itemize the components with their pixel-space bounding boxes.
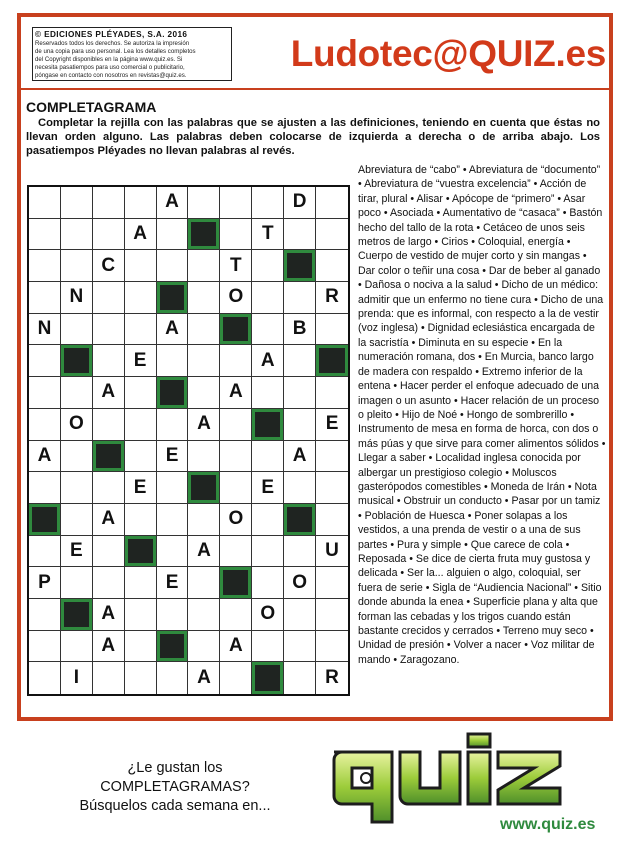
grid-cell-letter[interactable]: I (61, 662, 93, 694)
grid-cell-letter[interactable]: E (125, 472, 157, 504)
grid-cell-empty[interactable] (252, 631, 284, 663)
grid-cell-letter[interactable]: E (252, 472, 284, 504)
grid-cell-empty[interactable] (284, 536, 316, 568)
black-cell-fill (96, 444, 121, 469)
logo-letter-q (334, 752, 392, 822)
grid-cell-letter[interactable]: A (93, 504, 125, 536)
grid-cell-empty[interactable] (316, 599, 348, 631)
grid-cell-empty[interactable] (157, 536, 189, 568)
grid-cell-empty[interactable] (252, 504, 284, 536)
footer-line: Búsquelos cada semana en... (79, 798, 271, 814)
grid-cell-empty[interactable] (188, 314, 220, 346)
grid-cell-empty[interactable] (316, 250, 348, 282)
grid-cell-empty[interactable] (188, 250, 220, 282)
copyright-box (32, 27, 232, 81)
grid-cell-letter[interactable]: O (61, 409, 93, 441)
grid-cell-empty[interactable] (157, 662, 189, 694)
black-cell-fill (287, 507, 312, 532)
grid-cell-empty[interactable] (316, 504, 348, 536)
grid-cell-empty[interactable] (284, 377, 316, 409)
grid-cell-empty[interactable] (125, 441, 157, 473)
grid-cell-empty[interactable] (316, 219, 348, 251)
grid-cell-empty[interactable] (125, 599, 157, 631)
grid-cell-empty[interactable] (93, 187, 125, 219)
grid-cell-empty[interactable] (316, 187, 348, 219)
grid-cell-letter[interactable]: A (188, 662, 220, 694)
grid-cell-empty[interactable] (61, 250, 93, 282)
black-cell-fill (160, 634, 185, 659)
copyright-body (35, 40, 229, 80)
grid-cell-empty[interactable] (61, 504, 93, 536)
grid-cell-empty[interactable] (125, 377, 157, 409)
grid-cell-empty[interactable] (220, 345, 252, 377)
black-cell (188, 472, 220, 504)
grid-cell-letter[interactable]: R (325, 667, 339, 689)
black-cell (220, 567, 252, 599)
grid-cell-empty[interactable] (220, 599, 252, 631)
grid-cell-empty[interactable] (29, 219, 61, 251)
black-cell-fill (319, 348, 345, 373)
grid-cell-empty[interactable] (220, 472, 252, 504)
grid-cell-empty[interactable] (188, 504, 220, 536)
grid-cell-empty[interactable] (188, 282, 220, 314)
grid-cell-letter[interactable]: O (252, 599, 284, 631)
grid-cell-empty[interactable] (29, 187, 61, 219)
grid-cell-letter[interactable]: E (316, 409, 348, 441)
grid-cell-empty[interactable] (252, 187, 284, 219)
grid-cell-empty[interactable] (61, 187, 93, 219)
grid-cell-empty[interactable] (157, 345, 189, 377)
black-cell-fill (255, 412, 280, 437)
grid-cell-empty[interactable] (252, 250, 284, 282)
grid-cell-empty[interactable] (284, 409, 316, 441)
black-cell-fill (287, 253, 312, 278)
copyright-line: de una copia para uso personal. Lea los detalles completos (35, 48, 196, 55)
grid-cell-letter[interactable]: E (61, 536, 93, 568)
grid-cell-letter[interactable]: A (157, 187, 189, 219)
grid-cell-empty[interactable] (252, 314, 284, 346)
copyright-line: necesita pasatiempos para uso comercial o publicitario, (35, 64, 185, 71)
grid-cell-empty[interactable] (157, 219, 189, 251)
logo-letter-z (498, 752, 560, 804)
grid-cell-empty[interactable] (29, 377, 61, 409)
black-cell-fill (32, 507, 57, 532)
black-cell-fill (223, 317, 248, 342)
black-cell (61, 345, 93, 377)
grid-cell-empty[interactable] (188, 631, 220, 663)
header-divider (21, 88, 609, 90)
grid-cell-empty[interactable] (188, 441, 220, 473)
grid-cell-letter[interactable]: A (252, 345, 284, 377)
grid-cell-letter[interactable]: A (29, 441, 61, 473)
grid-cell-empty[interactable] (252, 377, 284, 409)
grid-cell-empty[interactable] (220, 536, 252, 568)
instructions: Completar la rejilla con las palabras que se ajusten a las definiciones, teniendo en cuenta que éstas no llevan orden alguno. Las palabras deben colocarse de izquierda a derecha o de arriba abajo. Los pasatiempos Pléyades no llevan palabras al revés. (26, 117, 600, 157)
grid-cell-letter[interactable]: B (284, 314, 316, 346)
black-cell (252, 409, 284, 441)
grid-cell-empty[interactable] (157, 409, 189, 441)
grid-cell-letter[interactable]: A (93, 377, 125, 409)
grid-cell-empty[interactable] (284, 599, 316, 631)
grid-cell-letter[interactable]: O (220, 282, 252, 314)
grid-cell-empty[interactable] (316, 472, 348, 504)
grid-cell-letter[interactable]: P (29, 567, 61, 599)
grid-cell-empty[interactable] (188, 345, 220, 377)
grid-cell-empty[interactable] (316, 567, 348, 599)
black-cell (29, 504, 61, 536)
grid-cell-empty[interactable] (125, 187, 157, 219)
grid-cell-letter[interactable]: E (157, 441, 189, 473)
grid-cell-letter[interactable]: N (29, 314, 61, 346)
grid-cell-empty[interactable] (29, 599, 61, 631)
grid-cell-empty[interactable] (125, 282, 157, 314)
grid-cell-empty[interactable] (284, 219, 316, 251)
grid-cell-empty[interactable] (93, 662, 125, 694)
grid-cell-empty[interactable] (125, 662, 157, 694)
grid-cell-empty[interactable] (93, 536, 125, 568)
grid-cell-empty[interactable] (316, 314, 348, 346)
grid-cell-letter[interactable]: A (157, 314, 189, 346)
puzzle-grid (27, 185, 350, 696)
grid-cell-letter[interactable]: O (284, 567, 316, 599)
grid-cell-empty[interactable] (61, 631, 93, 663)
grid-cell-letter[interactable]: O (220, 504, 252, 536)
black-cell (220, 314, 252, 346)
grid-cell-empty[interactable] (29, 472, 61, 504)
grid-cell-empty[interactable] (61, 472, 93, 504)
copyright-line: póngase en contacto con nosotros en revistas@quiz.es. (35, 72, 187, 79)
grid-cell-empty[interactable] (252, 567, 284, 599)
grid-cell-empty[interactable] (29, 409, 61, 441)
footer-url-link[interactable]: www.quiz.es (500, 816, 596, 833)
grid-cell-letter[interactable]: A (220, 631, 252, 663)
grid-cell-letter[interactable]: T (220, 250, 252, 282)
grid-cell-empty[interactable] (284, 345, 316, 377)
grid-cell-empty[interactable] (220, 662, 252, 694)
grid-cell-empty[interactable] (125, 314, 157, 346)
grid-cell-empty[interactable] (29, 662, 61, 694)
copyright-head: © EDICIONES PLÉYADES, S.A. 2016 (35, 30, 188, 39)
grid-cell-empty[interactable] (61, 567, 93, 599)
grid-cell-empty[interactable] (316, 631, 348, 663)
grid-cell-empty[interactable] (93, 282, 125, 314)
grid-cell-letter[interactable]: E (125, 345, 157, 377)
grid-cell-empty[interactable] (125, 567, 157, 599)
black-cell (157, 377, 189, 409)
grid-cell-empty[interactable] (125, 631, 157, 663)
grid-cell-empty[interactable] (157, 472, 189, 504)
grid-cell-empty[interactable] (61, 219, 93, 251)
grid-cell-empty[interactable] (125, 504, 157, 536)
grid-cell-empty[interactable] (252, 536, 284, 568)
grid-cell-empty[interactable] (188, 187, 220, 219)
grid-cell-empty[interactable] (284, 282, 316, 314)
black-cell (93, 441, 125, 473)
page-frame-bottom (17, 703, 613, 721)
grid-cell-empty[interactable] (29, 345, 61, 377)
grid-cell-empty[interactable] (157, 504, 189, 536)
grid-cell-empty[interactable] (93, 567, 125, 599)
grid-cell-empty[interactable] (284, 631, 316, 663)
grid-cell-empty[interactable] (316, 377, 348, 409)
grid-cell-empty[interactable] (93, 345, 125, 377)
grid-cell-letter[interactable]: A (220, 377, 252, 409)
clue-list: Abreviatura de “cabo” • Abreviatura de “documento” • Abreviatura de “vuestra excelencia” • Acción de tirar, plural • Alisar • Apócope de “primero” • Asar poco • Asociada • Aumentativo de “casaca” • Bastón hecho del tallo de la rota • Cetáceo de unos seis metros de largo • Cirios • Coloquial, energía • Cuerpo de vestido de mujer corto y sin mangas • Dar color o teñir una cosa • Dar de beber al ganado • Dañosa o nociva a la salud • Dicho de un médico: admitir que un enfermo no tiene cura • Dicho de una prenda: que es informal, con respecto a la de vestir (voz inglesa) • Dignidad eclesiástica encargada de la sacristía • Diminuta en su especie • En la numeración romana, dos • En Murcia, banco largo de madera con respaldo • Extremo inferior de la entena • Hacer perder el enfoque adecuado de una imagen o un asunto • Hacer relación de un proceso o pleito • Hijo de Noé • Hongo de sombrerillo • Instrumento de mesa en forma de horca, con dos o más púas y que sirve para comer alimentos sólidos • Llegar a saber • Localidad inglesa conocida por albergar un prestigioso colegio • Moluscos gasterópodos comestibles • Moneda de Irán • Nota musical • Obstruir un conducto • Pasar por un tamiz • Población de Huesca • Poner solapas a los vestidos, a una prenda de vestir o a una de sus partes • Pura y simple • Que carece de cola • Reposada • Se dice de cierta fruta muy gustosa y delicada • Ser la... alguien o algo, coloquial, ser fuera de serie • Sigla de “Audiencia Nacional” • Sitio donde abunda la enea • Superficie plana y alta que forman las cebadas y los trigos cuando están bastante crecidos y cerrados • Terreno muy seco • Unidad de presión • Volver a nacer • Voz militar de mando • Zaragozano. (358, 164, 606, 666)
black-cell (188, 219, 220, 251)
grid-cell-empty[interactable] (61, 314, 93, 346)
grid-cell-empty[interactable] (188, 599, 220, 631)
black-cell (252, 662, 284, 694)
logo-letter-u (400, 752, 460, 804)
black-cell (61, 599, 93, 631)
grid-cell-letter[interactable]: U (316, 536, 348, 568)
logo-letter-i (468, 752, 490, 804)
black-cell (284, 250, 316, 282)
footer-promo (40, 759, 310, 816)
quiz-logo (326, 730, 616, 830)
logo-letter-i-dot (468, 734, 490, 747)
grid-cell-letter[interactable]: N (61, 282, 93, 314)
grid-cell-empty[interactable] (188, 567, 220, 599)
grid-cell-letter[interactable]: A (284, 441, 316, 473)
grid-cell-letter[interactable]: R (316, 282, 348, 314)
grid-cell-empty[interactable] (220, 409, 252, 441)
grid-cell-empty[interactable] (252, 441, 284, 473)
grid-cell-letter[interactable]: D (284, 187, 316, 219)
grid-cell-empty[interactable] (252, 282, 284, 314)
black-cell (125, 536, 157, 568)
grid-cell-empty[interactable] (61, 441, 93, 473)
grid-cell-empty[interactable] (93, 314, 125, 346)
grid-cell-empty[interactable] (157, 599, 189, 631)
grid-cell-letter[interactable]: A (125, 219, 157, 251)
black-cell-fill (64, 348, 89, 373)
copyright-line: del Copyright disponibles en la página www.quiz.es. Si (35, 56, 183, 63)
black-cell-fill (255, 665, 280, 691)
grid-cell-letter[interactable]: A (93, 631, 125, 663)
copyright-line: Reservados todos los derechos. Se autoriza la impresión (35, 40, 190, 47)
black-cell (157, 282, 189, 314)
puzzle-title: COMPLETAGRAMA (26, 99, 157, 115)
grid-cell-empty[interactable] (93, 409, 125, 441)
grid-cell-empty[interactable] (220, 219, 252, 251)
grid-cell-letter[interactable]: A (93, 599, 125, 631)
grid-cell-empty[interactable] (284, 662, 316, 694)
grid-cell-letter[interactable]: A (188, 536, 220, 568)
brand-title: Ludotec@QUIZ.es (290, 33, 606, 74)
grid-cell-empty[interactable] (125, 250, 157, 282)
grid-cell-letter[interactable]: T (252, 219, 284, 251)
black-cell-fill (160, 285, 185, 310)
grid-cell-empty[interactable] (29, 631, 61, 663)
black-cell-fill (160, 380, 185, 405)
black-cell-fill (191, 222, 216, 247)
black-cell-fill (223, 570, 248, 595)
grid-cell-letter[interactable]: C (93, 250, 125, 282)
grid-cell-empty[interactable] (157, 250, 189, 282)
grid-cell-letter[interactable]: E (157, 567, 189, 599)
black-cell-fill (128, 539, 153, 564)
black-cell (157, 631, 189, 663)
grid-cell-empty[interactable] (220, 441, 252, 473)
footer-line: COMPLETAGRAMAS? (100, 779, 250, 795)
grid-cell-empty[interactable] (61, 377, 93, 409)
grid-cell-empty[interactable] (29, 536, 61, 568)
grid-cell-empty[interactable] (284, 472, 316, 504)
grid-cell-empty[interactable] (29, 282, 61, 314)
grid-cell-letter[interactable]: A (188, 409, 220, 441)
grid-cell-empty[interactable] (29, 250, 61, 282)
grid-cell-empty[interactable] (93, 219, 125, 251)
black-cell (316, 345, 348, 377)
black-cell-fill (64, 602, 89, 627)
grid-cell-empty[interactable] (316, 441, 348, 473)
black-cell-fill (191, 475, 216, 500)
grid-cell-empty[interactable] (188, 377, 220, 409)
grid-cell-empty[interactable] (93, 472, 125, 504)
black-cell (284, 504, 316, 536)
grid-cell-empty[interactable] (220, 187, 252, 219)
grid-cell-empty[interactable] (125, 409, 157, 441)
footer-line: ¿Le gustan los (127, 760, 223, 776)
